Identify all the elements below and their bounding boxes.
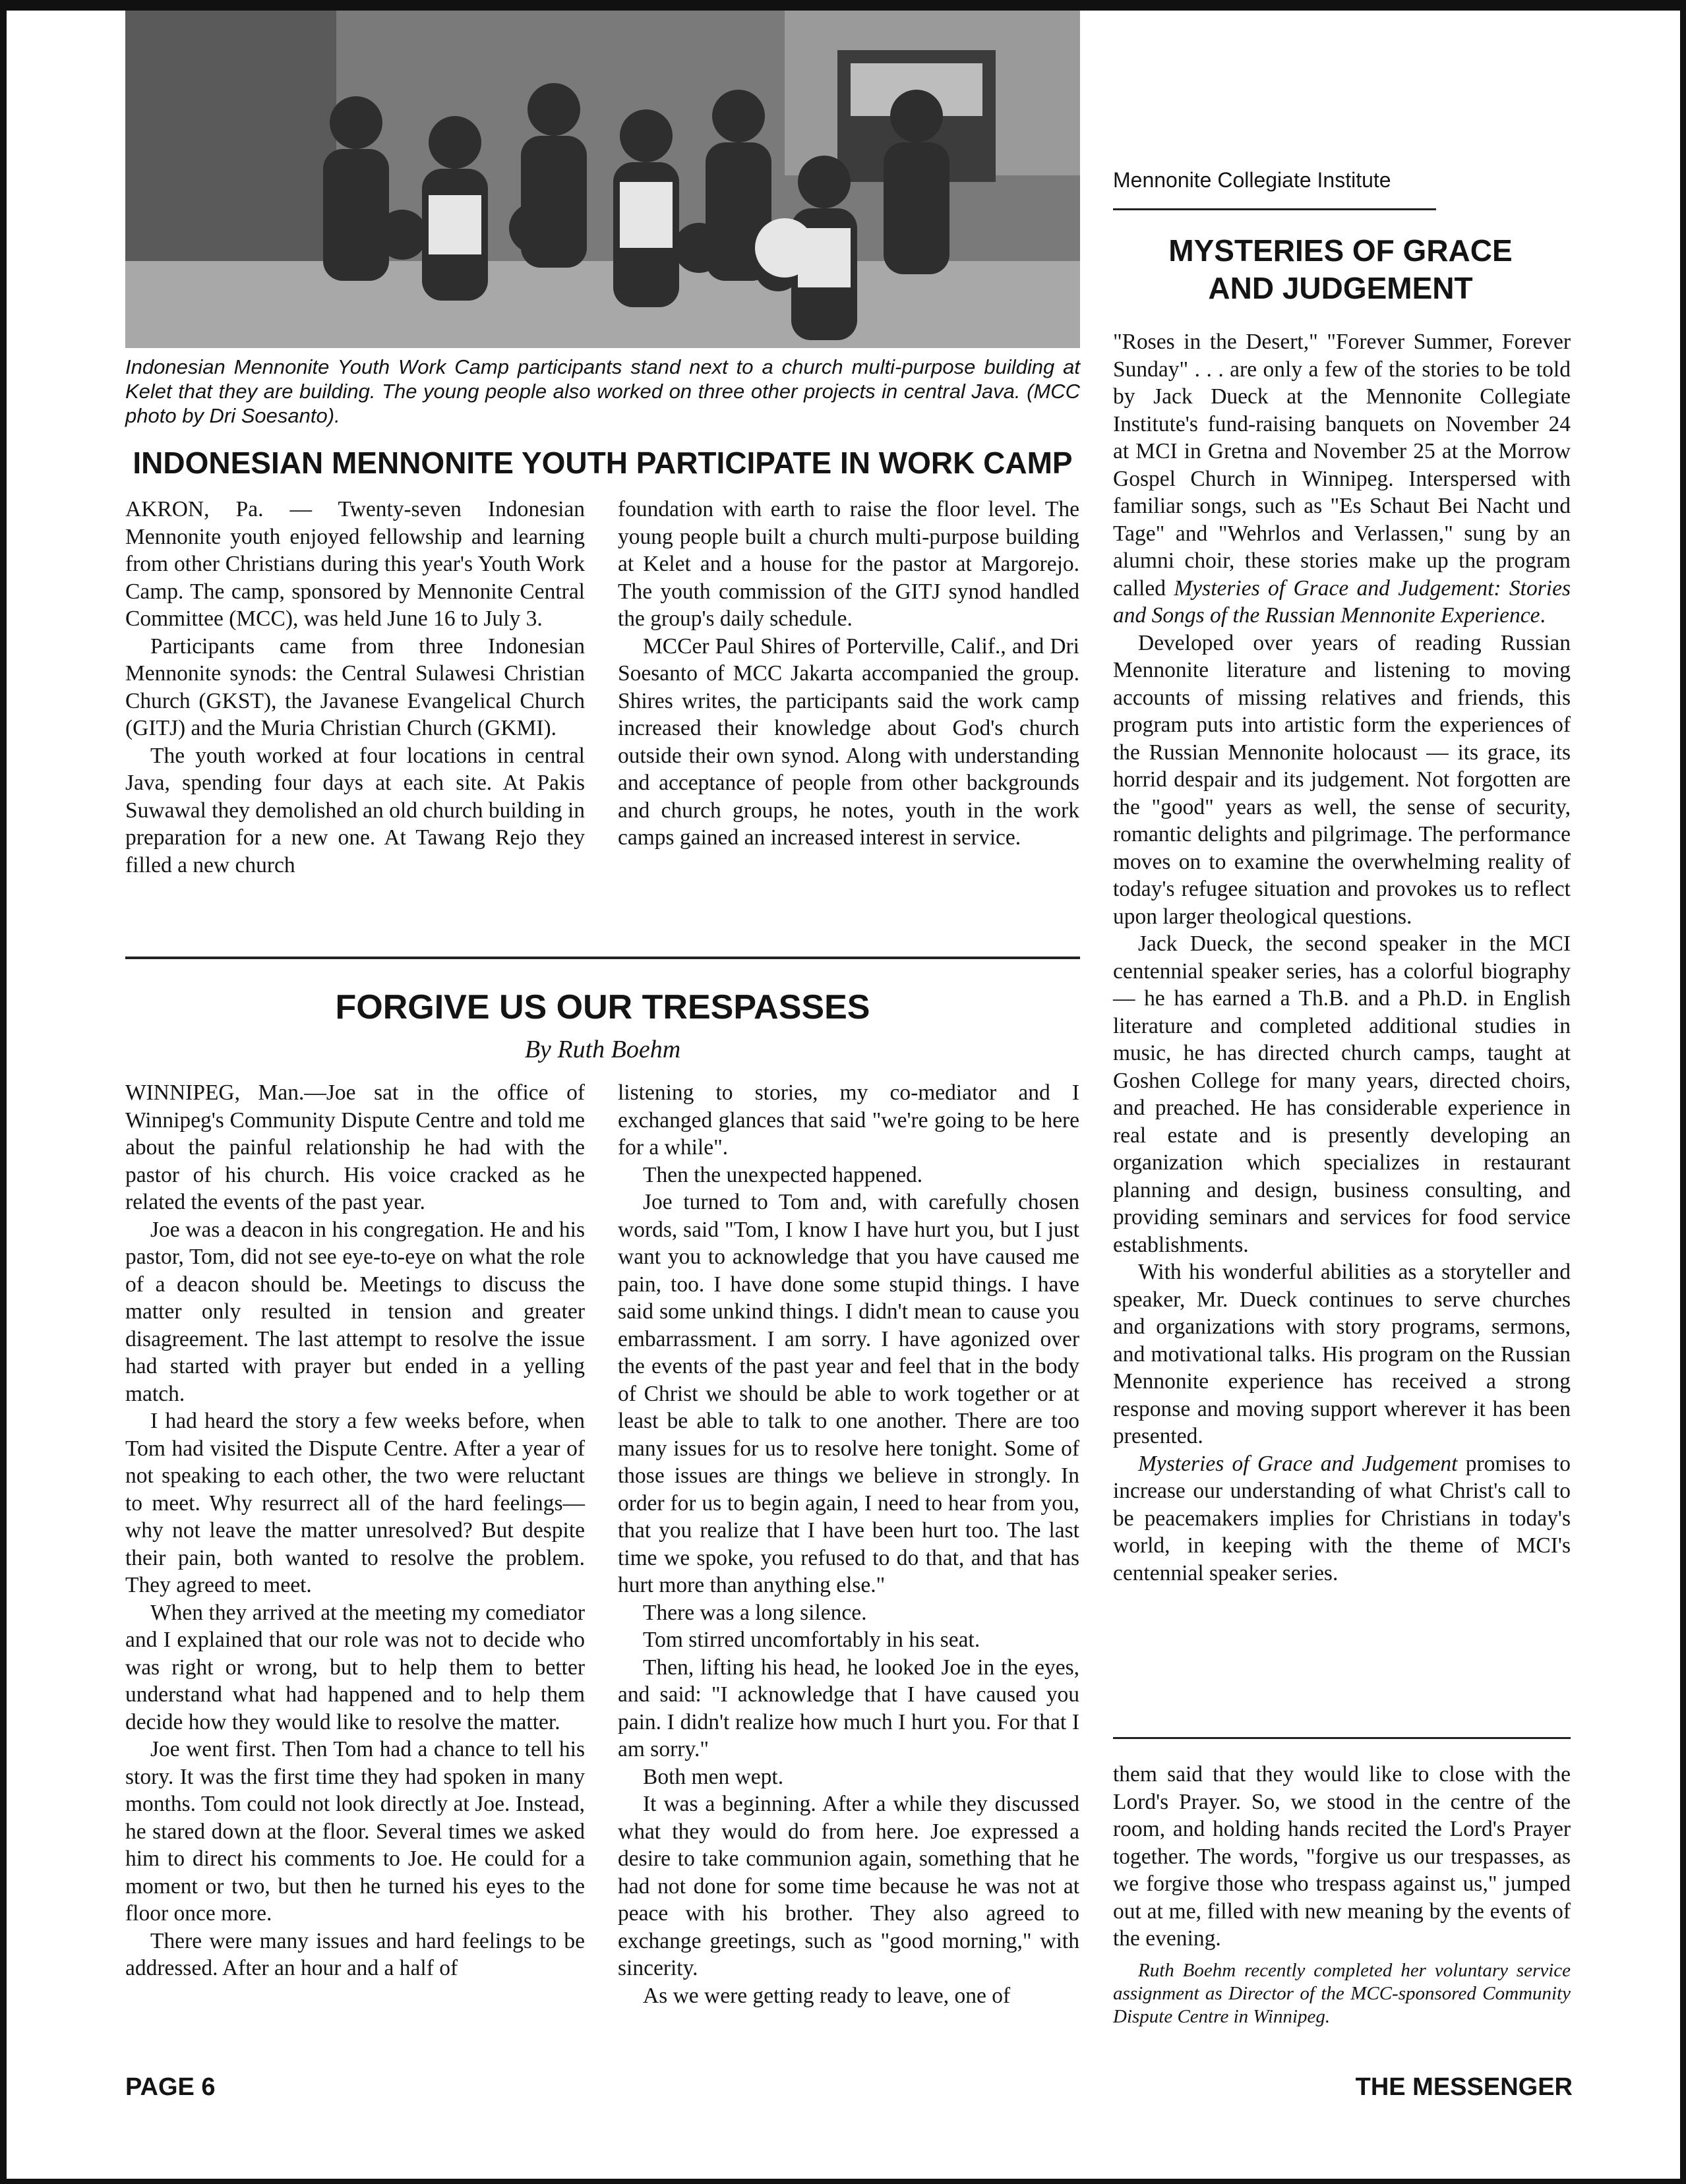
paragraph: them said that they would like to close with the Lord's Prayer. So, we stood in the centre of the room, and holding hands recited the Lord's Prayer together. The words, "forgive us our trespasses, as we forgive those who trespass against us," jumped out at me, filled with new meaning by the events of the evening. (1113, 1762, 1571, 1951)
publication-name: THE MESSENGER (1355, 2073, 1573, 2101)
page-border-left (0, 0, 7, 2184)
paragraph: Both men wept. (643, 1764, 784, 1789)
page-border-top (0, 0, 1686, 11)
article1-column-1 (125, 496, 585, 879)
text: "Roses in the Desert," "Forever Summer, Forever Sunday" . . . are only a few of the stories to be told by Jack Dueck at the Mennonite Collegiate Institute's fund-raising banquets on November 24 at MCI in Gretna and November 25 at the Morrow Gospel Church in Winnipeg. Interspersed with familiar songs, such as "Es Schaut Bei Nacht und Tage" and "Wehrlos and Verlassen," sung by an alumni choir, these stories make up the program called (1113, 330, 1571, 601)
section-label: Mennonite Collegiate Institute (1113, 168, 1391, 192)
article2-column-2 (618, 1079, 1079, 2009)
paragraph: When they arrived at the meeting my comediator and I explained that our role was not to decide who was right or wrong, but to help them to better understand what had happened and to help them decide how they would like to resolve the matter. (125, 1600, 585, 1734)
column-divider (1113, 1737, 1571, 1739)
program-title: Mysteries of Grace and Judgement (1138, 1451, 1458, 1476)
paragraph: With his wonderful abilities as a storyteller and speaker, Mr. Dueck continues to serve churches and organizations with story programs, sermons, and motivational talks. His program on the Russian Mennonite experience has received a strong response and moving support wherever it has been presented. (1113, 1260, 1571, 1448)
paragraph: There was a long silence. (643, 1600, 867, 1625)
paragraph (1113, 328, 1571, 630)
page-number: PAGE 6 (125, 2073, 216, 2101)
photo-image-icon (125, 11, 1080, 348)
article1-headline: INDONESIAN MENNONITE YOUTH PARTICIPATE IN WORK CAMP (133, 446, 1073, 480)
paragraph: The youth worked at four locations in central Java, spending four days at each site. At Pakis Suwawal they demolished an old church building in preparation for a new one. At Tawang Rejo they filled a new church (125, 743, 585, 877)
article3-column (1113, 328, 1571, 1587)
paragraph: As we were getting ready to leave, one of (643, 1983, 1011, 2008)
page-border-bottom (0, 2179, 1686, 2184)
program-title: Mysteries of Grace and Judgement: Stories and Songs of the Russian Mennonite Experience (1113, 576, 1571, 628)
article2-column-3 (1113, 1761, 1571, 2028)
page-border-right (1680, 0, 1686, 2184)
article2-headline: FORGIVE US OUR TRESPASSES (335, 988, 870, 1026)
headline-line: MYSTERIES OF GRACE (1168, 233, 1513, 268)
paragraph: Participants came from three Indonesian Mennonite synods: the Central Sulawesi Christian Church (GKST), the Javanese Evangelical Church (GITJ) and the Muria Christian Church (GKMI). (125, 634, 585, 740)
paragraph: AKRON, Pa. — Twenty-seven Indonesian Mennonite youth enjoyed fellowship and learning from other Christians during this year's Youth Work Camp. The camp, sponsored by Mennonite Central Committee (MCC), was held June 16 to July 3. (125, 497, 585, 631)
paragraph: listening to stories, my co-mediator and I exchanged glances that said "we're going to be here for a while". (618, 1080, 1079, 1160)
text: promises to increase our understanding of what Christ's call to be peacemakers implies for Christians in today's world, in keeping with the theme of MCI's centennial speaker series. (1113, 1451, 1571, 1585)
paragraph: WINNIPEG, Man.—Joe sat in the office of Winnipeg's Community Dispute Centre and told me about the painful relationship he had with the pastor of his church. His voice cracked as he related the events of the past year. (125, 1080, 585, 1214)
text: . (1540, 603, 1546, 628)
paragraph (1113, 1450, 1571, 1587)
paragraph: Joe was a deacon in his congregation. He and his pastor, Tom, did not see eye-to-eye on what the role of a deacon should be. Meetings to discuss the matter only resulted in tension and greater disagreement. The last attempt to resolve the issue had started with prayer but ended in a yelling match. (125, 1217, 585, 1406)
article3-headline (1113, 232, 1568, 307)
paragraph: Developed over years of reading Russian Mennonite literature and listening to moving accounts of missing relatives and friends, this program puts into artistic form the experiences of the Russian Mennonite holocaust — its grace, its horrid despair and its judgement. Not forgotten are the "good" years as well, the sense of security, romantic delights and pilgrimage. The performance moves on to examine the overwhelming reality of today's refugee situation and provokes us to reflect upon larger theological questions. (1113, 630, 1571, 929)
paragraph: Joe turned to Tom and, with carefully chosen words, said "Tom, I know I have hurt you, but I just want you to acknowledge that you have caused me pain, too. I have done some stupid things. I have said some unkind things. I didn't mean to cause you embarrassment. I am sorry. I have agonized over the events of the past year and feel that in the body of Christ we should be able to work together or at least be able to talk to one another. There are too many issues for us to resolve here tonight. Some of those issues are things we believe in strongly. In order for us to begin again, I need to hear from you, that you realize that I have been hurt too. The last time we spoke, you refused to do that, and that has hurt more than anything else." (618, 1190, 1079, 1597)
photo-caption: Indonesian Mennonite Youth Work Camp participants stand next to a church multi-purpose building at Kelet that they are building. The young people also worked on three other projects in central Java. (MCC photo by Dri Soesanto). (125, 355, 1080, 427)
paragraph: Then, lifting his head, he looked Joe in the eyes, and said: "I acknowledge that I have caused you pain. I didn't realize how much I hurt you. For that I am sorry." (618, 1655, 1079, 1761)
article2-column-1 (125, 1079, 585, 1982)
group-photo (125, 11, 1080, 348)
paragraph: It was a beginning. After a while they discussed what they would do from here. Joe expressed a desire to take communion again, something that he had not done for some time because he was not at peace with his brother. They also agreed to exchange greetings, such as "good morning," with sincerity. (618, 1792, 1079, 1980)
section-divider (125, 957, 1080, 959)
paragraph: Joe went first. Then Tom had a chance to tell his story. It was the first time they had spoken in many months. Tom could not look directly at Joe. Instead, he stared down at the floor. Several times we asked him to direct his comments to Joe. He could for a moment or two, but then he turned his eyes to the floor once more. (125, 1737, 585, 1926)
paragraph: Then the unexpected happened. (643, 1162, 923, 1187)
article1-column-2 (618, 496, 1079, 852)
paragraph: Tom stirred uncomfortably in his seat. (643, 1628, 980, 1652)
author-bio: Ruth Boehm recently completed her voluntary service assignment as Director of the MCC-sponsored Community Dispute Centre in Winnipeg. (1113, 1959, 1571, 2027)
label-underline (1113, 208, 1436, 210)
article2-byline: By Ruth Boehm (524, 1036, 681, 1063)
headline-line: AND JUDGEMENT (1208, 271, 1473, 305)
paragraph: I had heard the story a few weeks before, when Tom had visited the Dispute Centre. After a year of not speaking to each other, the two were reluctant to meet. Why resurrect all of the hard feelings—why not leave the matter unresolved? But despite their pain, both wanted to resolve the problem. They agreed to meet. (125, 1409, 585, 1597)
paragraph: Jack Dueck, the second speaker in the MCI centennial speaker series, has a colorful biography — he has earned a Th.B. and a Ph.D. in English literature and completed additional studies in music, he has directed church camps, taught at Goshen College for many years, directed choirs, and preached. He has considerable experience in real estate and is presently developing an organization which specializes in restaurant planning and design, business consulting, and providing seminars and services for food service establishments. (1113, 931, 1571, 1257)
paragraph: There were many issues and hard feelings to be addressed. After an hour and a half of (125, 1928, 585, 1980)
paragraph: MCCer Paul Shires of Porterville, Calif., and Dri Soesanto of MCC Jakarta accompanied the group. Shires writes, the participants said the work camp increased their knowledge about God's church outside their own synod. Along with understanding and acceptance of people from other backgrounds and church groups, he notes, youth in the work camps gained an increased interest in service. (618, 634, 1079, 850)
paragraph: foundation with earth to raise the floor level. The young people built a church multi-purpose building at Kelet and a house for the pastor at Margorejo. The youth commission of the GITJ synod handled the group's daily schedule. (618, 497, 1079, 631)
